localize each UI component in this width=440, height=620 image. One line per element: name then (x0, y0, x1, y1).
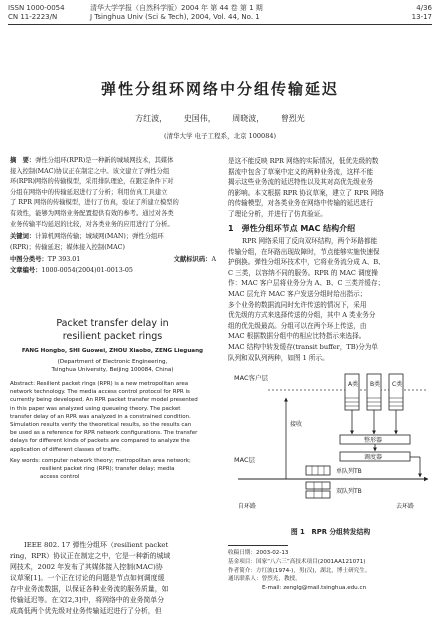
english-keywords-line: access control (40, 474, 80, 481)
article-number-label: 文章编号： (10, 266, 42, 274)
body-line: C 三类，以容纳不同的服务。RPR 的 MAC 调度操 (228, 268, 378, 277)
english-abstract (10, 380, 215, 481)
body-right-section (228, 236, 433, 363)
receive-label: 接收 (290, 421, 303, 428)
author: 曾烈光 (280, 114, 305, 123)
header-rule (8, 24, 432, 25)
body-line: 的影响。本文根据 RPR 协议草案，建立了 RPR 网络 (228, 188, 384, 197)
doc-code-value: A (211, 256, 216, 264)
english-abstract-line: delays for different kinds of packets are compared to analyze the (10, 438, 190, 445)
english-abstract-line: Simulation results verify the theoretical results, so the results can (10, 422, 192, 429)
figure-rpr-forwarding (228, 368, 433, 520)
clc-label: 中图分类号： (10, 256, 48, 264)
english-keywords-line: Key words: computer network theory; metropolitan area network; (10, 457, 191, 464)
issn: ISSN 1000-0054 (8, 4, 65, 12)
author-bio: 作者简介：方红波(1974-)，男(汉)，湖北，博士研究生。 (228, 567, 371, 574)
english-abstract-line: Abstract: Resilient packet rings (RPR) is a new metropolitan area (10, 381, 189, 387)
body-line: RPR 网络采用了反向双环结构，两个环路都能 (242, 237, 378, 245)
abstract-cn (10, 156, 216, 277)
body-line: 存中业务流数据，以保证各种业务流的服务质量，如 (10, 585, 169, 593)
abstract-line: 了 RPR 网络的传输模型，进行了仿真，验证了所建立模型的 (10, 199, 179, 207)
body-line: 护倒换。弹性分组环技术中，它将业务流分成 A、B、 (228, 258, 385, 267)
to-ring-label: 去环路 (396, 503, 415, 510)
footnotes (228, 549, 433, 593)
footnote-rule (228, 545, 288, 546)
english-abstract-line: transfer delay of an RPR was analyzed in a constrained condition. (10, 413, 191, 420)
english-authors: FANG Hongbo, SHI Guowei, ZHOU Xiaobo, ZENG Lieguang (21, 348, 204, 354)
english-university: Tsinghua University, Beijing 100084, China) (51, 367, 174, 373)
body-line: 组的优先级最高。分组可以在两个环上传送，由 (228, 321, 367, 330)
keywords-label: 关键词： (10, 233, 36, 241)
abstract-line: 环(RPR)网络的传输模型，采用排队理论，在跟定条件下对 (10, 178, 174, 186)
journal-title-en: J Tsinghua Univ (Sci & Tech), 2004, Vol. 44, No. 1 (90, 13, 260, 21)
doc-code-label: 文献标识码： (173, 256, 212, 264)
single-queue-tb (306, 466, 330, 475)
queue-b (367, 374, 381, 410)
body-line: ring，RPR）协议正在制定之中，它是一种新的城域 (10, 552, 171, 560)
body-line: 传输延迟等。在文[2,3]中，将网络中的业务简单分 (10, 596, 165, 604)
scheduler-label: 调度器 (364, 454, 383, 461)
clc-value: TP 393.01 (47, 256, 81, 264)
queue-c (389, 374, 403, 410)
queue-a-label: A类 (348, 381, 359, 388)
body-line: 传输分组，在环路出现故障时，节点能够实施快速保 (228, 247, 380, 256)
figure-caption: 图 1 RPR 分组转发结构 (290, 528, 371, 536)
body-line: 揭示这些业务流的延迟特性以及其对高优先级业务 (228, 178, 374, 187)
author: 史国伟， (183, 114, 216, 123)
english-keywords-line: resilient packet ring (RPR); transfer delay; media (40, 466, 175, 473)
body-line: 据流中包含了草案中定义的两种业务流，这样不能 (228, 167, 374, 176)
body-line: 了理论分析，并进行了仿真验证。 (228, 209, 327, 218)
body-left (10, 540, 216, 617)
body-line: 成高低两个优先级对业务传输延迟进行了分析，但 (10, 607, 162, 615)
body-line: MAC 根据数据分组中的相应比特指示来选择。 (228, 332, 366, 341)
body-line: IEEE 802. 17 弹性分组环（resilient packet (24, 541, 169, 549)
author-list (0, 113, 440, 124)
page-range: 13-17 (411, 13, 432, 21)
english-department: (Department of Electronic Engineering, (57, 359, 168, 365)
abstract-line: 分组在网络中的传输延迟进行了分析；利用仿真工具建立 (10, 188, 168, 196)
abstract-line: 接入控制(MAC)协议正在制定之中。该文建立了弹性分组 (10, 167, 170, 175)
english-abstract-line: currently being developed. An RPR packet transfer model presented (10, 397, 198, 404)
body-line: 网技术，2002 年发布了其媒体接入控制(MAC)协 (10, 563, 163, 571)
keywords-line: (RPR)；传输延迟；媒体接入控制(MAC) (10, 243, 125, 251)
english-title-line1: Packet transfer delay in (56, 318, 169, 329)
from-ring-label: 自环路 (238, 503, 257, 510)
queue-b-label: B类 (370, 381, 381, 388)
body-line: 作：MAC 客户层将业务分为 A、B、C 三类并缓存； (228, 279, 385, 288)
affiliation: (清华大学 电子工程系，北京 100084) (163, 132, 277, 140)
author: 方红波， (135, 114, 168, 123)
cn-number: CN 11-2223/N (8, 13, 58, 21)
body-line: 队列和双队列两种，如图 1 所示。 (228, 353, 329, 362)
queue-c-label: C类 (392, 381, 403, 388)
page-fraction: 4/36 (416, 4, 432, 12)
contact-person: 通讯联系人：曾烈光，教授， (228, 576, 301, 583)
english-abstract-line: network technology. The media access control protocol for RPR is (10, 389, 190, 396)
body-line: 是这不能反映 RPR 网络的实际情况，低优先级的数 (228, 157, 379, 165)
english-abstract-line: application of different classes of traffic. (10, 446, 121, 453)
queue-a (345, 374, 359, 410)
abstract-line: 弹性分组环(RPR)是一种新的城域网技术，其媒体 (35, 157, 174, 164)
abstract-line: 有效性，能够为网络业务配置提供有效的参考。通过对各类 (10, 209, 174, 217)
abstract-line: 业务传输平均延迟的比较，对各类业务的应用进行了分析。 (10, 220, 174, 228)
dual-tb-label: 双队列TB (336, 488, 362, 495)
body-line: MAC 结构中转发缓存(transit buffer，TB)分为单 (228, 342, 378, 351)
section-heading: 1 弹性分组环节点 MAC 结构介绍 (228, 224, 356, 233)
contact-email: E-mail: zenglg@mail.tsinghua.edu.cn (262, 585, 367, 592)
keywords-line: 计算机网络传输；城域网(MAN)；弹性分组环 (35, 233, 164, 241)
mac-client-label: MAC客户层 (234, 374, 268, 382)
shaper-label: 整形器 (364, 437, 383, 444)
body-line: 的传输模型，对各类业务在网络中传输的延迟进行 (228, 199, 374, 208)
abstract-label: 摘 要： (10, 157, 36, 164)
mac-layer-label: MAC层 (234, 456, 255, 464)
received-date: 收稿日期：2003-02-13 (228, 550, 289, 556)
article-number-value: 1000-0054(2004)01-0013-05 (41, 266, 133, 274)
body-line: 优先级的方式来选择传送的分组，其中 A 类业务分 (228, 311, 376, 320)
body-line: 议草案[1]。一个正在讨论的问题是节点如何调度缓 (10, 574, 165, 582)
body-right-intro (228, 156, 433, 220)
body-line: 多个业务的数据流同时允许传送的情况下，采用 (228, 300, 367, 309)
english-abstract-line: in this paper was analyzed using queueing theory. The packet (10, 405, 181, 412)
fund-project: 基金项目：国家“八六三”高技术项目(2001AA121071) (228, 558, 366, 565)
dual-queue-tb (306, 482, 330, 498)
single-tb-label: 单队列TB (336, 468, 362, 475)
english-title-line2: resilient packet rings (62, 331, 163, 342)
author: 周晓波， (232, 114, 265, 123)
body-line: MAC 层允许 MAC 客户发送分组时给出指示； (228, 289, 367, 298)
article-title: 弹性分组环网络中分组传输延迟 (100, 80, 339, 98)
english-abstract-line: be used as a reference for RPR network configurations. The transfer (10, 430, 198, 437)
journal-title-cn: 清华大学学报（自然科学版）2004 年 第 44 卷 第 1 期 (90, 4, 263, 12)
